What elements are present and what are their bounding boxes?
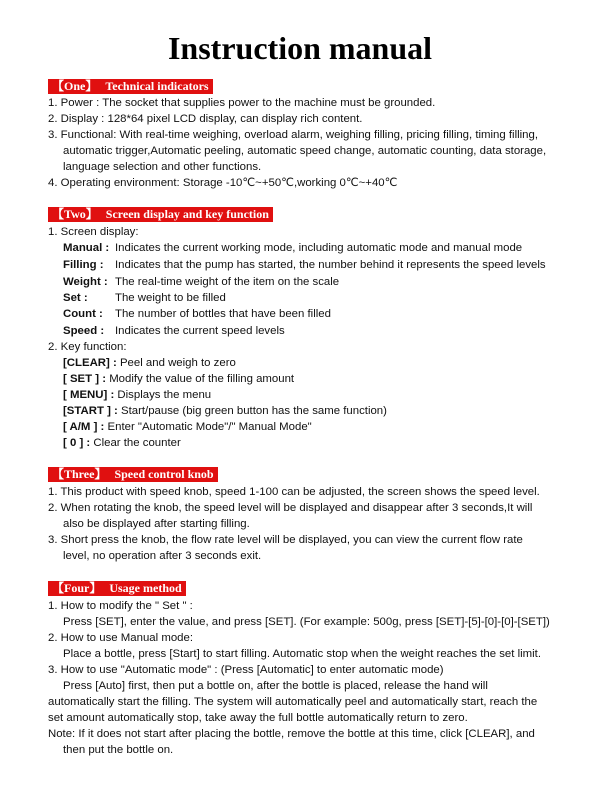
screen-label-weight: Weight : xyxy=(63,276,108,288)
section-two-tag: 【Two】 xyxy=(52,207,98,221)
key-function-title: 2. Key function: xyxy=(48,341,127,353)
section-four-item: 2. How to use Manual mode: xyxy=(48,632,193,644)
section-four-note: Note: If it does not start after placing the bottle, remove the bottle at this time, click [CLEAR], and xyxy=(48,728,535,740)
screen-desc-set: The weight to be filled xyxy=(115,292,226,304)
section-four-item: 3. How to use "Automatic mode" : (Press [Automatic] to enter automatic mode) xyxy=(48,664,444,676)
screen-display-title: 1. Screen display: xyxy=(48,226,139,238)
section-four-header xyxy=(48,581,186,596)
section-four-item: 1. How to modify the " Set " : xyxy=(48,600,193,612)
section-four-item: Press [SET], enter the value, and press [SET]. (For example: 500g, press [SET]-[5]-[0]-[0]-[SET]) xyxy=(63,616,550,628)
screen-label-set: Set : xyxy=(63,292,88,304)
section-three-item: 2. When rotating the knob, the speed level will be displayed and disappear after 3 seconds,It will xyxy=(48,502,533,514)
section-three-item: also be displayed after starting filling. xyxy=(63,518,250,530)
section-four-note: then put the bottle on. xyxy=(63,744,174,756)
section-one-item: 1. Power : The socket that supplies power to the machine must be grounded. xyxy=(48,97,436,109)
key-item-menu: [ MENU] : Displays the menu xyxy=(63,389,212,401)
section-two-heading: Screen display and key function xyxy=(105,207,269,221)
page-title: Instruction manual xyxy=(167,30,433,66)
section-one-item: 3. Functional: With real-time weighing, overload alarm, weighing filling, pricing filling, timing filling, xyxy=(48,129,539,141)
section-one-item: 4. Operating environment: Storage -10℃~+50℃,working 0℃~+40℃ xyxy=(48,177,398,189)
screen-desc-weight: The real-time weight of the item on the scale xyxy=(115,276,340,288)
section-two-header xyxy=(48,207,273,222)
section-four-item: Press [Auto] first, then put a bottle on, after the bottle is placed, release the hand will xyxy=(63,680,488,692)
section-four-tag: 【Four】 xyxy=(52,581,102,595)
screen-label-count: Count : xyxy=(63,308,103,320)
section-three-tag: 【Three】 xyxy=(52,467,107,481)
key-item-zero: [ 0 ] : Clear the counter xyxy=(63,437,181,449)
screen-desc-manual: Indicates the current working mode, including automatic mode and manual mode xyxy=(115,242,523,254)
section-three-item: 1. This product with speed knob, speed 1-100 can be adjusted, the screen shows the speed level. xyxy=(48,486,540,498)
section-one-item: automatic trigger,Automatic peeling, automatic speed change, automatic counting, data storage, xyxy=(63,145,547,157)
section-one-item: language selection and other functions. xyxy=(63,161,262,173)
key-item-clear: [CLEAR] : Peel and weigh to zero xyxy=(63,357,236,369)
section-four-item: set amount automatically stop, take away the full bottle automatically return to zero. xyxy=(48,712,468,724)
screen-label-filling: Filling : xyxy=(63,259,104,271)
section-one-item: 2. Display : 128*64 pixel LCD display, can display rich content. xyxy=(48,113,363,125)
key-item-am: [ A/M ] : Enter "Automatic Mode"/" Manual Mode" xyxy=(63,421,312,433)
section-three-heading: Speed control knob xyxy=(114,467,214,481)
section-one-heading: Technical indicators xyxy=(105,79,209,93)
screen-desc-filling: Indicates that the pump has started, the number behind it represents the speed levels xyxy=(115,259,546,271)
section-one-tag: 【One】 xyxy=(52,79,98,93)
screen-label-manual: Manual : xyxy=(63,242,110,254)
screen-label-speed: Speed : xyxy=(63,325,105,337)
section-four-item: Place a bottle, press [Start] to start filling. Automatic stop when the weight reaches the set limit. xyxy=(63,648,542,660)
key-item-set: [ SET ] : Modify the value of the filling amount xyxy=(63,373,295,385)
screen-desc-speed: Indicates the current speed levels xyxy=(115,325,285,337)
screen-desc-count: The number of bottles that have been filled xyxy=(115,308,331,320)
key-item-start: [START ] : Start/pause (big green button has the same function) xyxy=(63,405,387,417)
section-one-header xyxy=(48,79,213,94)
section-three-header xyxy=(48,467,218,482)
section-four-heading: Usage method xyxy=(109,581,182,595)
section-three-item: level, no operation after 3 seconds exit. xyxy=(63,550,262,562)
section-three-item: 3. Short press the knob, the flow rate level will be displayed, you can view the current flow rate xyxy=(48,534,523,546)
section-four-item: automatically start the filling. The system will automatically peel and automatically start, reach the xyxy=(48,696,538,708)
